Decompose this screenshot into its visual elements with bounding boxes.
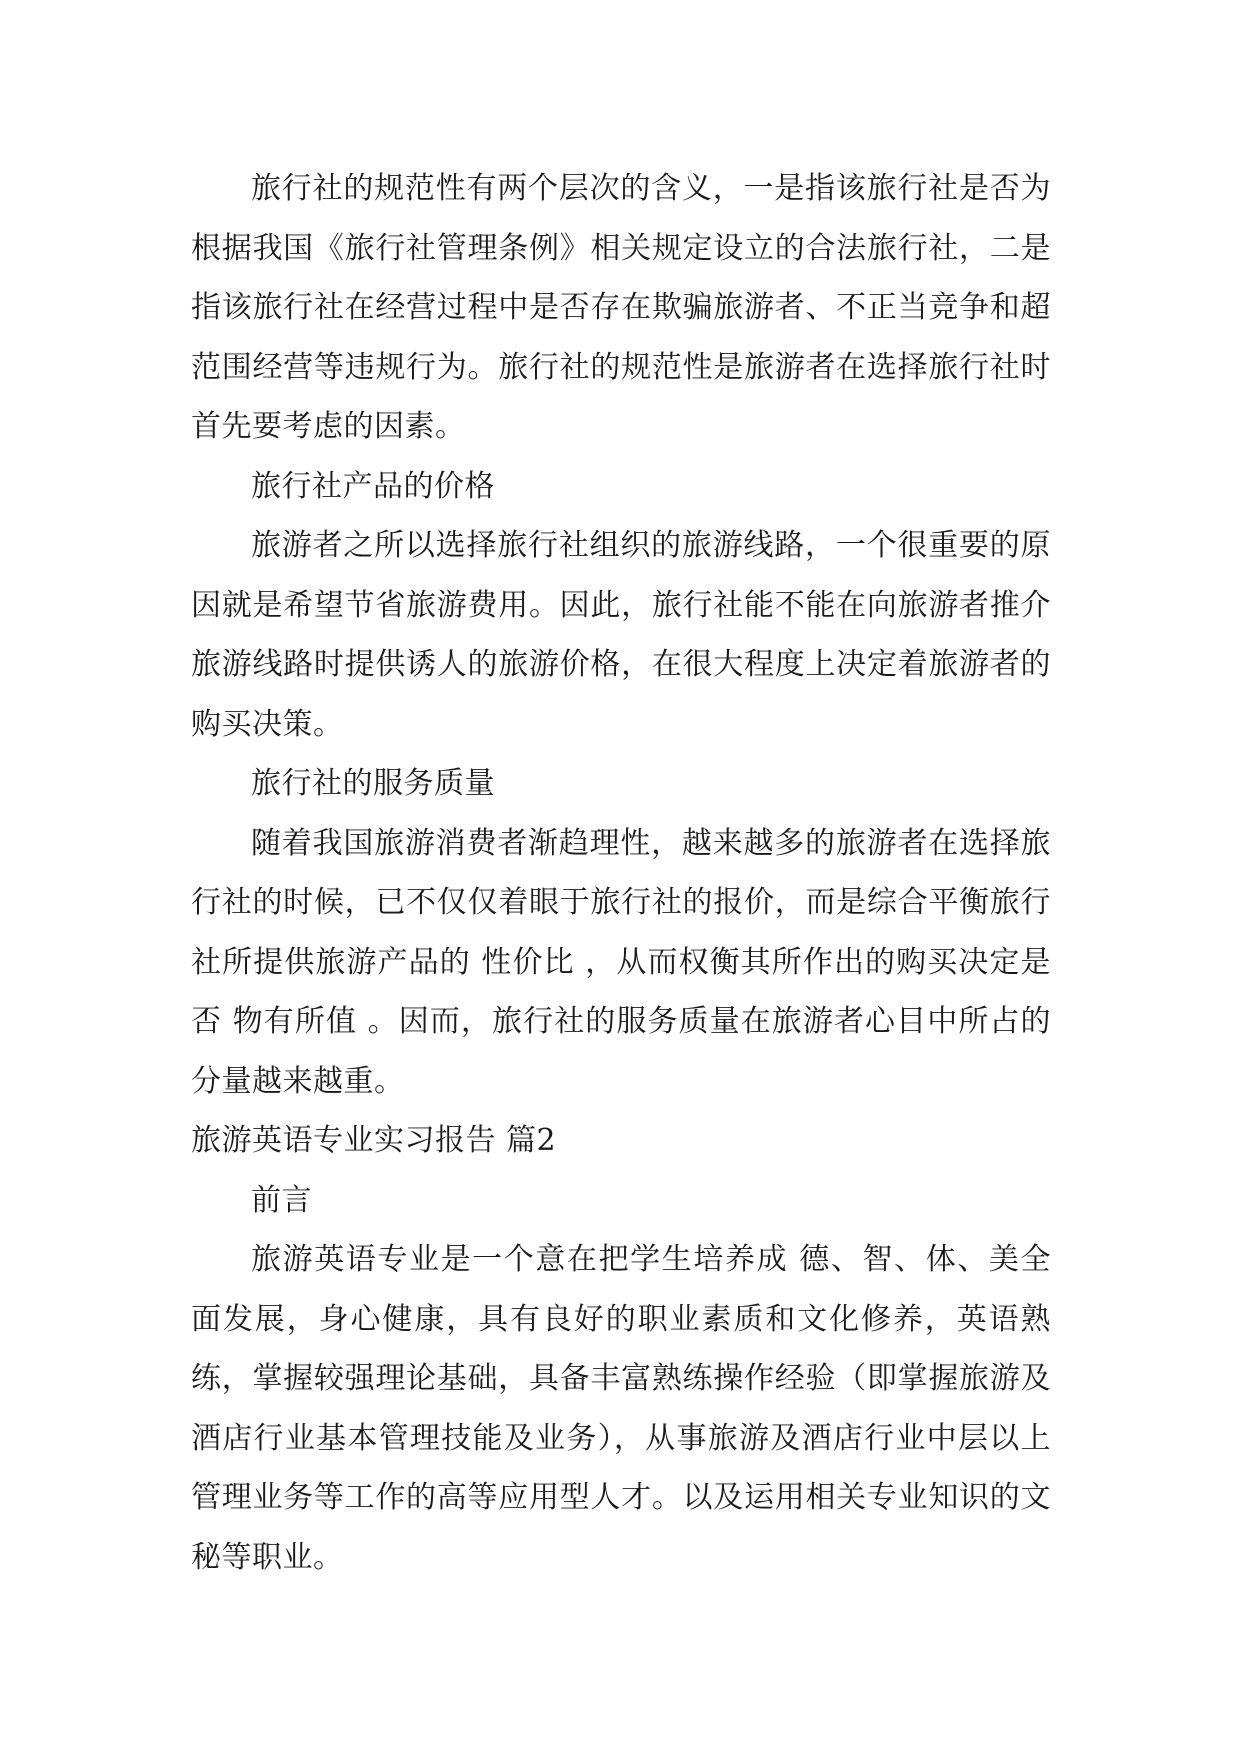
section-title-part-2: 旅游英语专业实习报告 篇2 xyxy=(191,1123,557,1158)
paragraph-normativity: 旅行社的规范性有两个层次的含义，一是指该旅行社是否为根据我国《旅行社管理条例》相关规定设立的合法旅行社，二是指该旅行社在经营过程中是否存在欺骗旅游者、不正当竞争和超范围经营等违规行为。旅行社的规范性是旅游者在选择旅行社时首先要考虑的因素。 xyxy=(191,171,1051,444)
paragraph-product-price: 旅游者之所以选择旅行社组织的旅游线路，一个很重要的原因就是希望节省旅游费用。因此，旅行社能不能在向旅游者推介旅游线路时提供诱人的旅游价格，在很大程度上决定着旅游者的购买决策。 xyxy=(191,528,1051,742)
document-body xyxy=(191,159,1051,1587)
heading-service-quality: 旅行社的服务质量 xyxy=(251,766,495,801)
heading-product-price: 旅行社产品的价格 xyxy=(251,468,495,504)
paragraph-service-quality: 随着我国旅游消费者渐趋理性，越来越多的旅游者在选择旅行社的时候，已不仅仅着眼于旅行社的报价，而是综合平衡旅行社所提供旅游产品的 性价比 ，从而权衡其所作出的购买决定是否 物有所值 。因而，旅行社的服务质量在旅游者心目中所占的分量越来越重。 xyxy=(191,825,1051,1099)
heading-preface: 前言 xyxy=(251,1182,312,1218)
paragraph-preface: 旅游英语专业是一个意在把学生培养成 德、智、体、美全面发展，身心健康，具有良好的职业素质和文化修养，英语熟练，掌握较强理论基础，具备丰富熟练操作经验（即掌握旅游及酒店行业基本管理技能及业务），从事旅游及酒店行业中层以上管理业务等工作的高等应用型人才。以及运用相关专业知识的文秘等职业。 xyxy=(191,1242,1051,1575)
